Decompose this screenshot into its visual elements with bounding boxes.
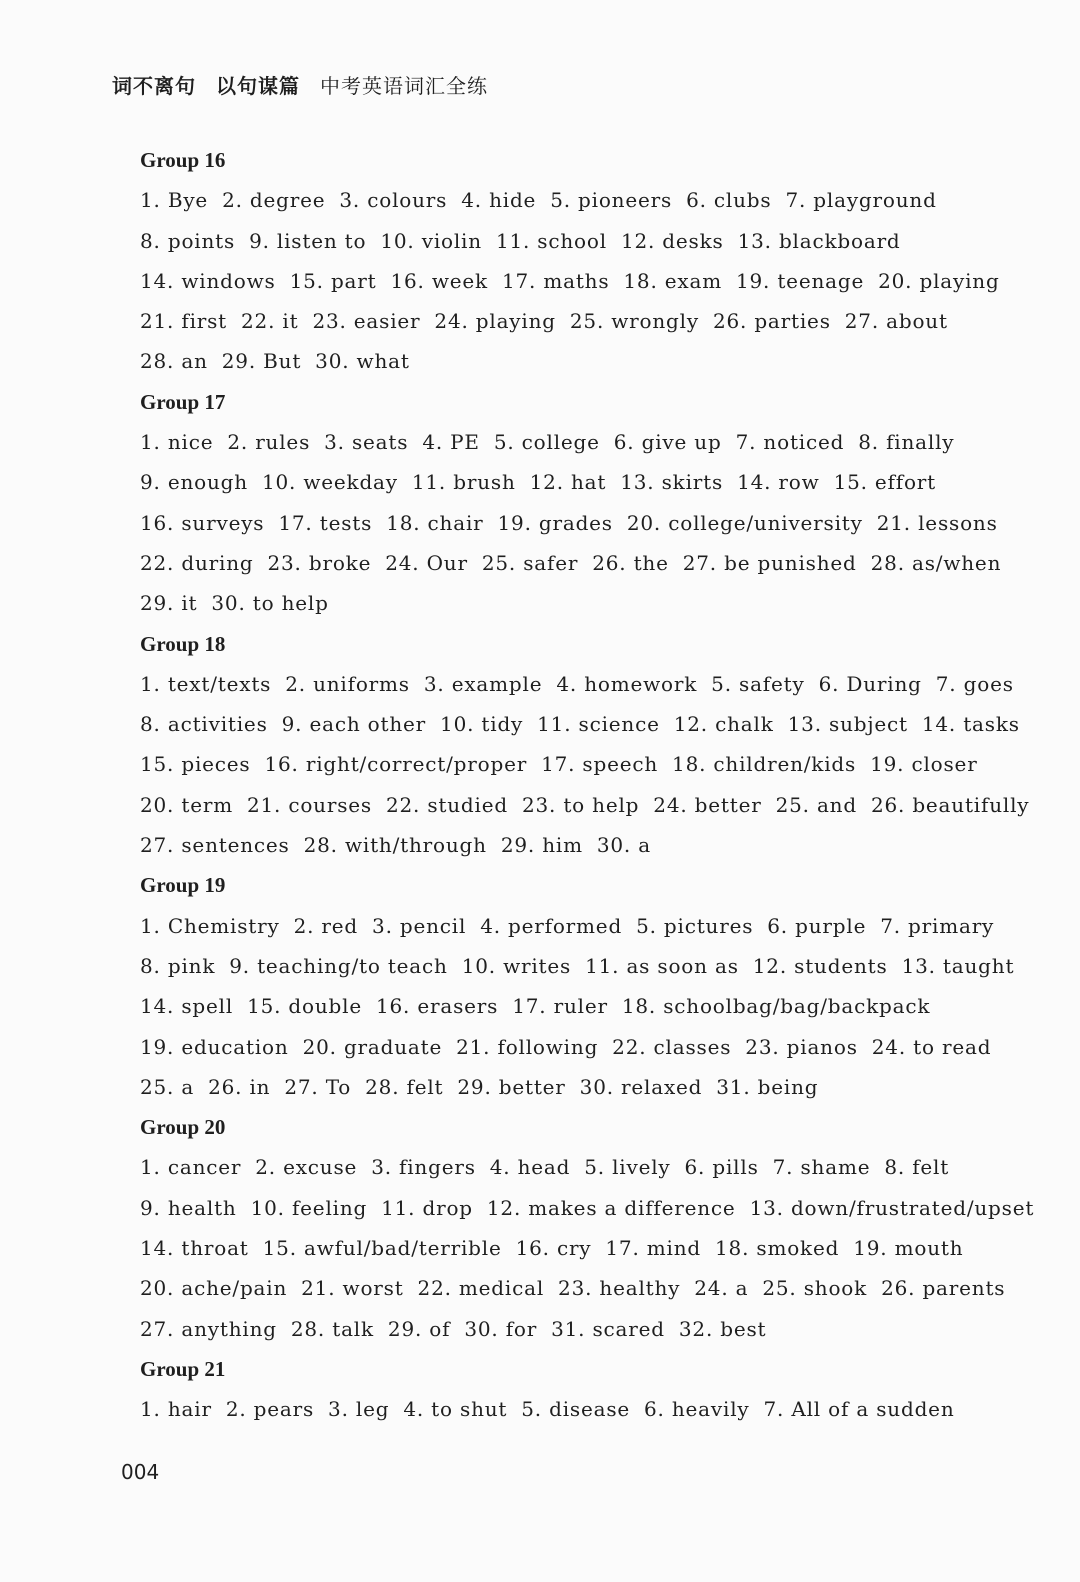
answer-item: 25. wrongly bbox=[569, 309, 699, 334]
answer-item: 10. tidy bbox=[440, 712, 524, 737]
answer-item: 23. pianos bbox=[745, 1034, 858, 1059]
answer-item: 15. part bbox=[289, 268, 377, 293]
answer-item: 9. teaching/to teach bbox=[229, 953, 448, 978]
answer-item: 21. worst bbox=[301, 1276, 404, 1301]
answer-key bbox=[140, 145, 1035, 1435]
answer-item: 17. maths bbox=[501, 268, 610, 293]
answer-item: 31. being bbox=[716, 1074, 819, 1099]
answer-item: 8. points bbox=[140, 228, 236, 253]
answer-item: 29. of bbox=[387, 1316, 451, 1341]
answer-item: 14. tasks bbox=[921, 712, 1020, 737]
answer-item: 14. spell bbox=[140, 994, 234, 1019]
answer-item: 3. example bbox=[423, 671, 543, 696]
answer-item: 16. erasers bbox=[376, 994, 499, 1019]
book-title: 中考英语词汇全练 bbox=[320, 74, 488, 98]
answer-item: 24. to read bbox=[871, 1034, 992, 1059]
answer-item: 4. performed bbox=[480, 913, 623, 938]
answer-item: 19. closer bbox=[870, 752, 978, 777]
answer-item: 13. skirts bbox=[620, 470, 724, 495]
answer-line bbox=[140, 427, 1020, 467]
group-title: Group 20 bbox=[140, 1115, 226, 1140]
answer-item: 24. Our bbox=[385, 550, 468, 575]
answer-line bbox=[140, 306, 1020, 346]
answer-item: 19. education bbox=[140, 1034, 289, 1059]
answer-item: 6. clubs bbox=[686, 188, 772, 213]
answer-item: 17. mind bbox=[605, 1236, 702, 1261]
answer-line bbox=[140, 830, 1020, 870]
header-phrase-1: 词不离句 bbox=[112, 74, 196, 98]
answer-line bbox=[140, 951, 1020, 991]
answer-item: 24. playing bbox=[434, 309, 556, 334]
answer-line bbox=[140, 1394, 1020, 1434]
answer-item: 19. grades bbox=[497, 510, 613, 535]
answer-item: 17. tests bbox=[278, 510, 373, 535]
answer-item: 4. head bbox=[489, 1155, 571, 1180]
answer-line bbox=[140, 669, 1020, 709]
answer-item: 24. a bbox=[694, 1276, 749, 1301]
group-title: Group 16 bbox=[140, 148, 226, 172]
answer-line bbox=[140, 991, 1020, 1031]
answer-item: 16. right/correct/proper bbox=[264, 752, 528, 777]
answer-item: 31. scared bbox=[551, 1316, 665, 1341]
answer-item: 6. heavily bbox=[644, 1397, 750, 1422]
answer-item: 30. relaxed bbox=[579, 1074, 703, 1099]
answer-item: 18. exam bbox=[623, 268, 722, 293]
answer-line bbox=[140, 1152, 1020, 1192]
answer-line bbox=[140, 467, 1020, 507]
answer-item: 12. students bbox=[752, 953, 888, 978]
answer-item: 3. seats bbox=[324, 430, 409, 455]
answer-item: 7. noticed bbox=[735, 430, 845, 455]
answer-item: 29. better bbox=[457, 1074, 566, 1099]
answer-line bbox=[140, 266, 1020, 306]
answer-line bbox=[140, 911, 1020, 951]
answer-item: 27. about bbox=[844, 309, 948, 334]
answer-item: 29. it bbox=[140, 591, 198, 616]
answer-item: 18. schoolbag/bag/backpack bbox=[621, 994, 931, 1019]
answer-item: 2. red bbox=[293, 913, 359, 938]
answer-item: 4. homework bbox=[556, 671, 698, 696]
answer-item: 18. chair bbox=[386, 510, 484, 535]
answer-line bbox=[140, 226, 1020, 266]
answer-item: 27. be punished bbox=[682, 550, 857, 575]
answer-item: 1. cancer bbox=[140, 1155, 242, 1180]
answer-item: 28. talk bbox=[290, 1316, 374, 1341]
answer-item: 18. children/kids bbox=[672, 752, 857, 777]
answer-line bbox=[140, 185, 1020, 225]
answer-item: 17. ruler bbox=[512, 994, 608, 1019]
answer-item: 7. All of a sudden bbox=[763, 1397, 955, 1422]
answer-line bbox=[140, 1072, 1020, 1112]
answer-item: 12. hat bbox=[529, 470, 607, 495]
answer-item: 3. fingers bbox=[371, 1155, 476, 1180]
answer-item: 22. medical bbox=[417, 1276, 545, 1301]
answer-line bbox=[140, 709, 1020, 749]
answer-item: 15. awful/bad/terrible bbox=[262, 1236, 502, 1261]
answer-item: 30. to help bbox=[211, 591, 329, 616]
answer-item: 9. listen to bbox=[249, 228, 367, 253]
answer-item: 11. science bbox=[537, 712, 660, 737]
answer-item: 3. colours bbox=[339, 188, 448, 213]
answer-item: 5. pictures bbox=[636, 913, 754, 938]
answer-item: 25. and bbox=[775, 792, 857, 817]
answer-item: 20. college/university bbox=[626, 510, 863, 535]
answer-item: 14. throat bbox=[140, 1236, 249, 1261]
answer-item: 5. safety bbox=[711, 671, 805, 696]
answer-item: 12. makes a difference bbox=[486, 1195, 736, 1220]
answer-item: 19. teenage bbox=[735, 268, 865, 293]
answer-item: 11. as soon as bbox=[585, 953, 739, 978]
answer-item: 2. degree bbox=[222, 188, 326, 213]
answer-item: 12. desks bbox=[620, 228, 724, 253]
answer-item: 26. parents bbox=[881, 1276, 1006, 1301]
answer-item: 13. subject bbox=[787, 712, 908, 737]
answer-item: 16. week bbox=[390, 268, 488, 293]
answer-item: 21. first bbox=[140, 309, 228, 334]
answer-item: 28. as/when bbox=[870, 550, 1002, 575]
answer-item: 2. pears bbox=[225, 1397, 315, 1422]
answer-item: 27. To bbox=[284, 1074, 352, 1099]
answer-item: 8. pink bbox=[140, 953, 216, 978]
header-phrase-2: 以句谋篇 bbox=[216, 74, 300, 98]
answer-item: 13. taught bbox=[901, 953, 1015, 978]
answer-item: 17. speech bbox=[541, 752, 659, 777]
answer-item: 6. purple bbox=[767, 913, 867, 938]
answer-line bbox=[140, 1193, 1035, 1233]
answer-item: 29. him bbox=[500, 833, 583, 858]
group-title: Group 21 bbox=[140, 1356, 226, 1381]
answer-item: 16. surveys bbox=[140, 510, 265, 535]
answer-item: 1. hair bbox=[140, 1397, 212, 1422]
answer-item: 4. hide bbox=[461, 188, 537, 213]
answer-item: 7. goes bbox=[935, 671, 1014, 696]
answer-item: 21. following bbox=[456, 1034, 599, 1059]
group-title: Group 17 bbox=[140, 389, 226, 414]
answer-item: 26. beautifully bbox=[870, 792, 1030, 817]
answer-item: 5. disease bbox=[521, 1397, 631, 1422]
answer-item: 25. shook bbox=[762, 1276, 868, 1301]
answer-item: 13. blackboard bbox=[737, 228, 901, 253]
answer-item: 14. windows bbox=[140, 268, 276, 293]
answer-item: 20. ache/pain bbox=[140, 1276, 288, 1301]
answer-item: 22. during bbox=[140, 550, 254, 575]
answer-item: 10. writes bbox=[461, 953, 572, 978]
answer-item: 1. Bye bbox=[140, 188, 209, 213]
group-title: Group 18 bbox=[140, 631, 226, 656]
answer-item: 8. felt bbox=[884, 1155, 950, 1180]
answer-item: 20. graduate bbox=[302, 1034, 443, 1059]
answer-item: 25. a bbox=[140, 1074, 195, 1099]
answer-item: 15. effort bbox=[833, 470, 937, 495]
answer-item: 1. text/texts bbox=[140, 671, 272, 696]
answer-item: 7. primary bbox=[880, 913, 995, 938]
answer-item: 10. violin bbox=[380, 228, 482, 253]
answer-line bbox=[140, 508, 1020, 548]
answer-item: 10. weekday bbox=[261, 470, 398, 495]
answer-item: 1. nice bbox=[140, 430, 214, 455]
page-number: 004 bbox=[121, 1460, 160, 1484]
answer-item: 3. pencil bbox=[372, 913, 467, 938]
answer-item: 23. healthy bbox=[558, 1276, 681, 1301]
answer-item: 6. pills bbox=[684, 1155, 759, 1180]
answer-line bbox=[140, 790, 1030, 830]
answer-item: 5. pioneers bbox=[550, 188, 673, 213]
answer-line bbox=[140, 1032, 1020, 1072]
answer-item: 27. anything bbox=[140, 1316, 277, 1341]
answer-line bbox=[140, 749, 1020, 789]
answer-item: 9. each other bbox=[281, 712, 427, 737]
answer-item: 21. lessons bbox=[876, 510, 998, 535]
answer-item: 15. double bbox=[247, 994, 362, 1019]
answer-item: 18. smoked bbox=[715, 1236, 840, 1261]
answer-item: 30. for bbox=[464, 1316, 538, 1341]
answer-item: 1. Chemistry bbox=[140, 913, 280, 938]
answer-item: 25. safer bbox=[481, 550, 579, 575]
answer-item: 6. During bbox=[818, 671, 922, 696]
page-header bbox=[112, 70, 488, 99]
answer-item: 3. leg bbox=[328, 1397, 390, 1422]
answer-item: 8. finally bbox=[858, 430, 955, 455]
answer-item: 2. rules bbox=[227, 430, 311, 455]
answer-item: 11. drop bbox=[381, 1195, 473, 1220]
answer-item: 6. give up bbox=[613, 430, 722, 455]
answer-item: 15. pieces bbox=[140, 752, 251, 777]
answer-item: 7. shame bbox=[772, 1155, 871, 1180]
answer-item: 29. But bbox=[221, 349, 302, 374]
answer-line bbox=[140, 588, 1020, 628]
answer-item: 30. what bbox=[315, 349, 410, 374]
answer-item: 22. studied bbox=[385, 792, 508, 817]
answer-item: 23. easier bbox=[312, 309, 421, 334]
answer-item: 2. uniforms bbox=[285, 671, 410, 696]
answer-item: 16. cry bbox=[515, 1236, 592, 1261]
answer-item: 23. broke bbox=[267, 550, 372, 575]
answer-item: 11. school bbox=[495, 228, 607, 253]
answer-item: 28. an bbox=[140, 349, 208, 374]
answer-line bbox=[140, 1314, 1020, 1354]
answer-item: 9. enough bbox=[140, 470, 248, 495]
answer-item: 22. classes bbox=[612, 1034, 732, 1059]
answer-item: 26. in bbox=[208, 1074, 271, 1099]
answer-item: 27. sentences bbox=[140, 833, 290, 858]
answer-item: 20. playing bbox=[878, 268, 1000, 293]
answer-item: 14. row bbox=[737, 470, 820, 495]
answer-line bbox=[140, 346, 1020, 386]
answer-item: 5. college bbox=[493, 430, 600, 455]
answer-item: 23. to help bbox=[521, 792, 640, 817]
answer-item: 28. felt bbox=[365, 1074, 444, 1099]
answer-item: 26. parties bbox=[712, 309, 831, 334]
answer-item: 4. PE bbox=[422, 430, 480, 455]
answer-item: 5. lively bbox=[584, 1155, 671, 1180]
answer-item: 21. courses bbox=[246, 792, 372, 817]
answer-item: 12. chalk bbox=[673, 712, 774, 737]
answer-item: 4. to shut bbox=[403, 1397, 508, 1422]
answer-item: 32. best bbox=[678, 1316, 767, 1341]
answer-item: 22. it bbox=[241, 309, 299, 334]
answer-item: 30. a bbox=[596, 833, 651, 858]
answer-item: 7. playground bbox=[785, 188, 937, 213]
answer-item: 19. mouth bbox=[853, 1236, 964, 1261]
answer-item: 9. health bbox=[140, 1195, 237, 1220]
answer-item: 24. better bbox=[653, 792, 762, 817]
answer-item: 10. feeling bbox=[250, 1195, 368, 1220]
group-title: Group 19 bbox=[140, 873, 226, 898]
answer-item: 20. term bbox=[140, 792, 233, 817]
answer-item: 26. the bbox=[592, 550, 669, 575]
answer-item: 13. down/frustrated/upset bbox=[749, 1195, 1035, 1220]
answer-line bbox=[140, 548, 1020, 588]
answer-item: 28. with/through bbox=[303, 833, 487, 858]
answer-line bbox=[140, 1273, 1020, 1313]
answer-line bbox=[140, 1233, 1020, 1273]
answer-item: 8. activities bbox=[140, 712, 268, 737]
answer-item: 2. excuse bbox=[255, 1155, 358, 1180]
answer-item: 11. brush bbox=[411, 470, 516, 495]
